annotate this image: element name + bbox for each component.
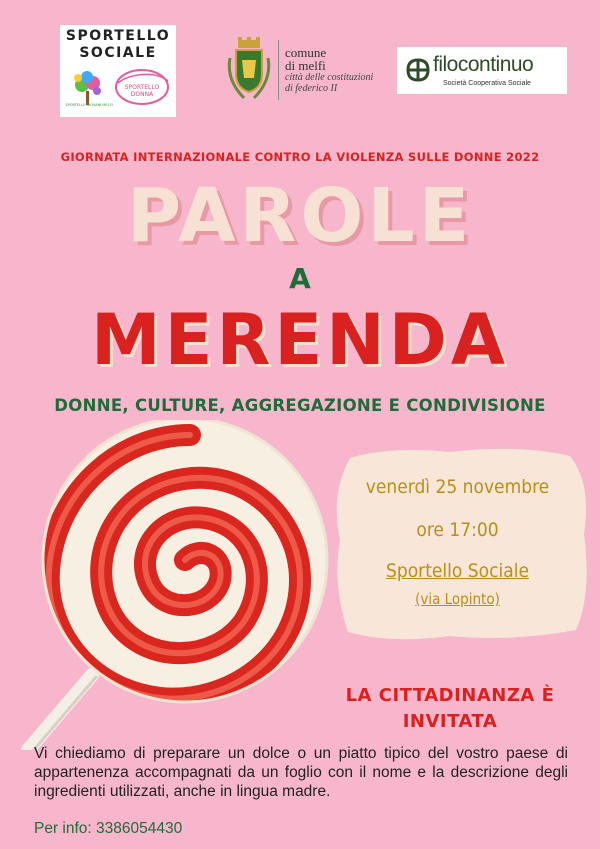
comune-di-melfi-logo — [224, 36, 384, 106]
filocontinuo-knot-icon — [403, 55, 433, 85]
sportello-sociale-logo — [60, 25, 176, 117]
filocontinuo-name: filocontinuo — [433, 53, 534, 76]
invitation-line1: LA CITTADINANZA È — [345, 685, 555, 706]
filocontinuo-subtitle: Società Cooperativa Sociale — [443, 80, 531, 87]
sportello-logo-title-line1: SPORTELLO — [65, 28, 171, 44]
sportello-logo-title-line2: SOCIALE — [79, 45, 157, 61]
event-info-background — [330, 444, 592, 644]
event-time: ore 17:00 — [416, 519, 499, 541]
title-a: A — [289, 262, 311, 295]
sportello-donna-label: SPORTELLO DONNA — [124, 84, 160, 98]
comune-tagline-line2: di federico II — [285, 83, 338, 94]
comune-name-line1: comune — [285, 45, 327, 60]
event-occasion-line: GIORNATA INTERNAZIONALE CONTRO LA VIOLENZA SULLE DONNE 2022 — [60, 150, 540, 164]
comune-name-line2: di melfi — [285, 58, 326, 73]
filocontinuo-logo — [397, 47, 567, 94]
melfi-coat-of-arms-icon — [224, 36, 274, 104]
title-merenda: MERENDA — [90, 299, 510, 381]
title-parole: PAROLE — [126, 173, 474, 259]
comune-logo-divider — [278, 40, 279, 100]
comune-tagline-line1: città delle costituzioni — [285, 72, 374, 83]
event-street: (via Lopinto) — [415, 590, 500, 608]
contact-info: Per info: 3386054430 — [34, 820, 183, 837]
invitation-line2: INVITATA — [402, 711, 498, 732]
event-date: venerdì 25 novembre — [365, 476, 550, 498]
sportello-giovani-label: SPORTELLO GIOVANI MELFI — [65, 103, 113, 107]
event-subtitle: DONNE, CULTURE, AGGREGAZIONE E CONDIVISIONE — [54, 396, 546, 415]
lollipop-illustration — [0, 420, 340, 750]
event-description: Vi chiediamo di preparare un dolce o un piatto tipico del vostro paese di appartenenza accompagnati da un foglio con il nome e la descrizione degli ingredienti utilizzati, anche in lingua madre. — [34, 745, 568, 800]
event-place: Sportello Sociale — [386, 560, 529, 582]
